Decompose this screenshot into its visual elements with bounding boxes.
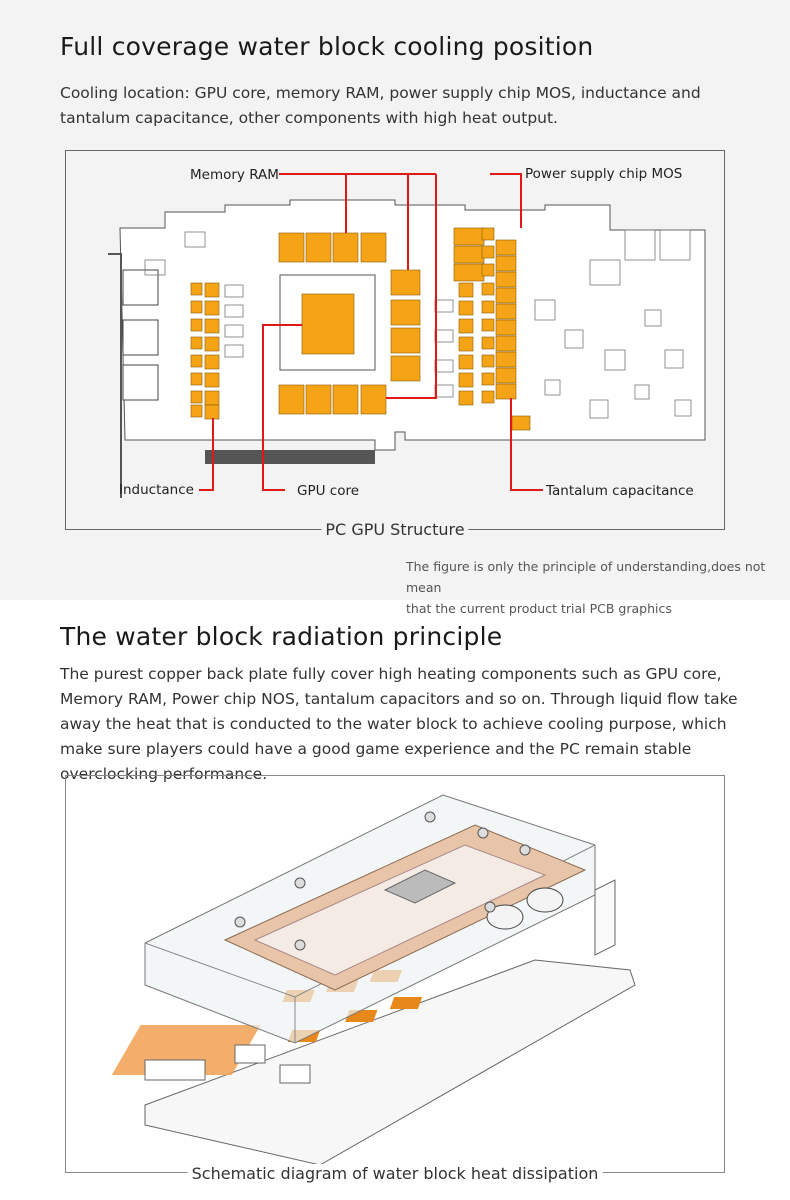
section1-description: Cooling location: GPU core, memory RAM, power supply chip MOS, inductance and tantalum capacitance, other components with high heat output. [60, 84, 701, 127]
section2-description: The purest copper back plate fully cover high heating components such as GPU core, Memory RAM, Power chip NOS, tantalum capacitors and so on. Through liquid flow take away the heat that is conducted to the water block to achieve cooling purpose, which make sure players could have a good game experience and the PC remain stable overclocking performance. [60, 665, 738, 783]
section1-title: Full coverage water block cooling position [60, 32, 594, 61]
label-power-mos: Power supply chip MOS [525, 166, 683, 182]
pcb-diagram-frame [65, 150, 725, 530]
pcie-connector [205, 450, 375, 464]
pcb-diagram [65, 150, 725, 530]
label-gpu-core: GPU core [297, 483, 360, 499]
label-tantalum: Tantalum capacitance [546, 483, 694, 499]
pcb-diagram-caption: PC GPU Structure [321, 520, 468, 539]
waterblock-diagram-frame [65, 775, 725, 1173]
fitting-2 [527, 888, 563, 912]
label-inductance: Inductance [119, 482, 194, 498]
label-memory-ram: Memory RAM [190, 167, 279, 183]
gpu-core-chip [302, 294, 354, 354]
waterblock-illustration [65, 775, 725, 1173]
disclaimer-line-2: that the current product trial PCB graphics [406, 601, 672, 616]
section2-title: The water block radiation principle [60, 622, 503, 651]
waterblock-diagram-caption: Schematic diagram of water block heat dissipation [188, 1164, 603, 1183]
io-bracket [595, 880, 615, 955]
io-bracket [108, 254, 121, 498]
disclaimer-line-1: The figure is only the principle of understanding,does not mean [406, 559, 766, 595]
disclaimer-note [406, 556, 790, 619]
